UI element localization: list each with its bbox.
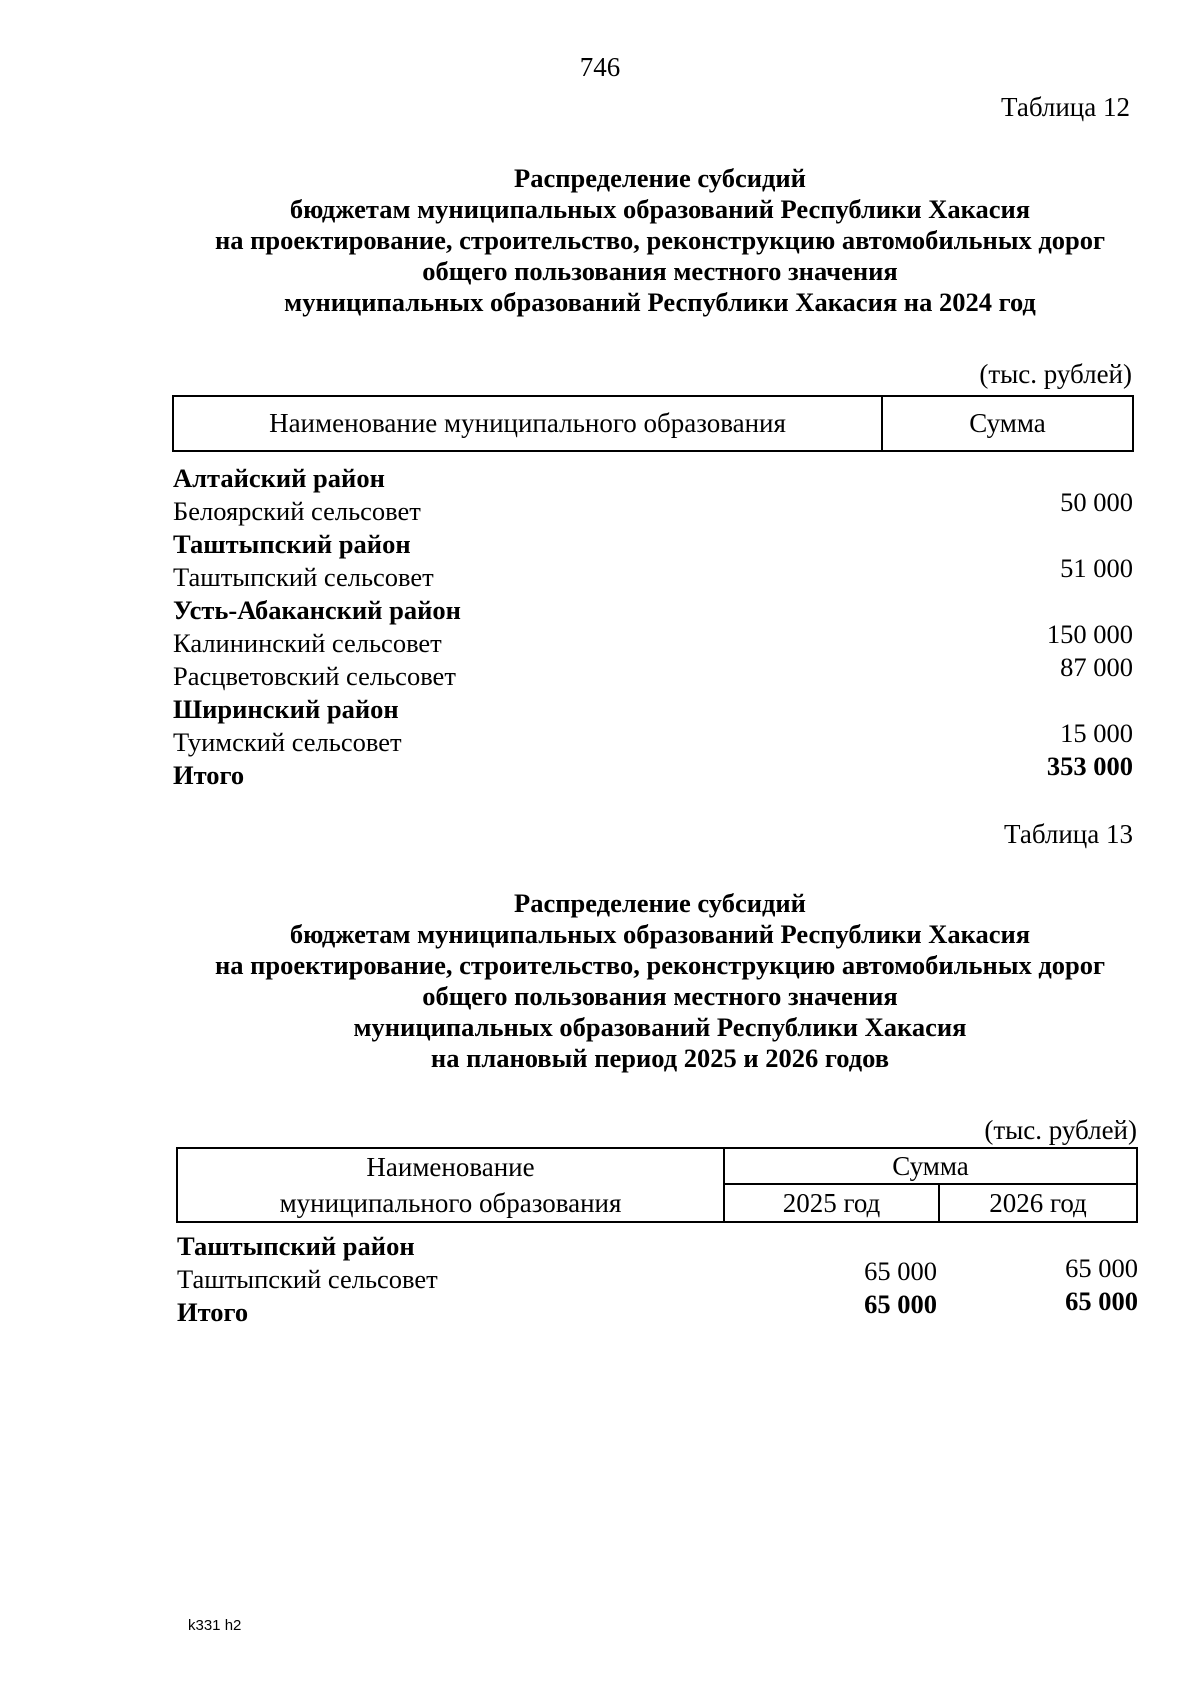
table13-header [176,1147,1138,1223]
table13-title [150,888,1170,1074]
settlement-value: 50 000 [1060,487,1133,517]
table13-col-sum: Сумма [724,1148,1137,1184]
total-value-2026: 65 000 [1065,1286,1138,1316]
table12-title [150,163,1170,318]
table12-title-line: муниципальных образований Республики Хакасия на 2024 год [284,287,1036,317]
value-2025: 65 000 [864,1256,937,1286]
table12-title-line: бюджетам муниципальных образований Республики Хакасия [289,194,1031,224]
table12-header [172,395,1134,452]
table13-units: (тыс. рублей) [984,1115,1137,1145]
table13-col-name [177,1148,724,1222]
table13-col-name-line1: Наименование [366,1152,535,1182]
table13-title-line: на плановый период 2025 и 2026 годов [430,1043,890,1073]
table13-title-line: Распределение субсидий [514,888,806,918]
footer-code: k331 h2 [188,1617,242,1634]
settlement-row: Белоярский сельсовет [173,496,421,526]
district-row: Таштыпский район [177,1231,415,1261]
settlement-row: Туимский сельсовет [173,727,402,757]
district-row: Усть-Абаканский район [173,595,461,625]
table12-col-name: Наименование муниципального образования [173,396,882,451]
settlement-value: 15 000 [1060,718,1133,748]
table13-title-line: муниципальных образований Республики Хакасия [353,1012,967,1042]
settlement-value: 87 000 [1060,652,1133,682]
settlement-row: Расцветовский сельсовет [173,661,456,691]
value-2026: 65 000 [1065,1253,1138,1283]
table12-label: Таблица 12 [1001,92,1130,122]
table12-title-line: общего пользования местного значения [422,256,898,286]
table13-col-2025: 2025 год [724,1184,939,1222]
settlement-value: 51 000 [1060,553,1133,583]
table12-units: (тыс. рублей) [979,359,1132,389]
total-row: Итого [173,760,245,790]
total-value-2025: 65 000 [864,1289,937,1319]
table13-label: Таблица 13 [1004,819,1133,849]
district-row: Алтайский район [173,463,385,493]
settlement-row: Таштыпский сельсовет [173,562,434,592]
page-number: 746 [579,52,621,82]
district-row: Ширинский район [173,694,399,724]
table13-title-line: бюджетам муниципальных образований Республики Хакасия [289,919,1031,949]
total-value: 353 000 [1046,751,1133,781]
table13-col-2026: 2026 год [939,1184,1137,1222]
table13-title-line: общего пользования местного значения [422,981,898,1011]
settlement-row: Калининский сельсовет [173,628,442,658]
table13-title-line: на проектирование, строительство, реконструкцию автомобильных дорог [214,950,1106,980]
total-row: Итого [177,1297,249,1327]
settlement-row: Таштыпский сельсовет [177,1264,438,1294]
table12-title-line: на проектирование, строительство, реконструкцию автомобильных дорог [214,225,1106,255]
table12-col-sum: Сумма [882,396,1133,451]
table12-title-line: Распределение субсидий [514,163,806,193]
settlement-value: 150 000 [1046,619,1133,649]
table13-col-name-line2: муниципального образования [279,1188,622,1218]
district-row: Таштыпский район [173,529,411,559]
